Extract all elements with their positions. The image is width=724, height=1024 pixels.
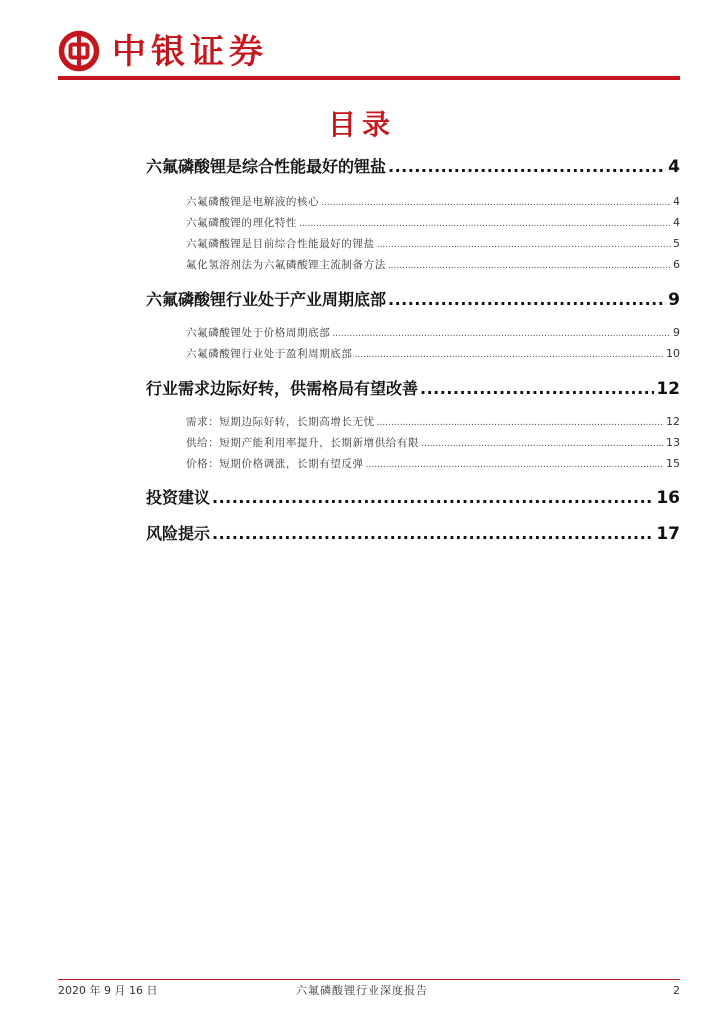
footer-divider (58, 979, 680, 980)
toc-subentry[interactable] (186, 236, 680, 252)
toc-entry-page: 15 (666, 457, 680, 470)
toc-entry-page: 12 (656, 379, 680, 399)
toc-subentry[interactable] (186, 414, 680, 430)
toc-dot-leader (321, 195, 671, 211)
brand-name: 中银证券 (112, 32, 268, 72)
toc-entry-page: 9 (673, 326, 680, 339)
toc-entry-page: 4 (673, 216, 680, 229)
toc-entry-label: 风险提示 (146, 524, 211, 543)
footer-date: 2020 年 9 月 16 日 (58, 984, 158, 997)
footer-page-number: 2 (673, 984, 680, 997)
toc-entry-label: 投资建议 (146, 488, 211, 507)
toc-entry-page: 6 (673, 258, 680, 271)
toc-entry-label: 六氟磷酸锂行业处于盈利周期底部 (186, 348, 353, 360)
toc-dot-leader (355, 347, 665, 363)
toc-dot-leader (299, 216, 671, 232)
toc-entry-label: 六氟磷酸锂是电解液的核心 (186, 196, 320, 208)
toc-entry-label: 价格：短期价格调涨，长期有望反弹 (186, 458, 364, 470)
toc-subentry[interactable] (186, 325, 680, 341)
toc-entry-page: 17 (656, 524, 680, 544)
toc-entry-label: 行业需求边际好转，供需格局有望改善 (146, 379, 419, 398)
toc-entry[interactable] (146, 289, 680, 311)
toc-subentry[interactable] (186, 194, 680, 210)
toc-entry-page: 4 (673, 195, 680, 208)
toc-dot-leader (212, 487, 654, 509)
toc-entry-page: 5 (673, 237, 680, 250)
toc-dot-leader (332, 326, 671, 342)
toc-entry[interactable] (146, 378, 680, 400)
toc-entry-label: 六氟磷酸锂的理化特性 (186, 217, 297, 229)
toc-title: 目录 (327, 108, 396, 141)
toc-entry-page: 16 (656, 488, 680, 508)
toc-entry-label: 六氟磷酸锂行业处于产业周期底部 (146, 290, 387, 309)
toc-entry-page: 9 (668, 290, 680, 310)
toc-entry-page: 4 (668, 157, 680, 177)
toc-dot-leader (366, 457, 664, 473)
toc-entry-label: 供给：短期产能利用率提升，长期新增供给有限 (186, 437, 420, 449)
toc-entry-page: 13 (666, 436, 680, 449)
toc-subentry[interactable] (186, 346, 680, 362)
toc-subentry[interactable] (186, 456, 680, 472)
bank-of-china-logo-icon (58, 30, 100, 72)
toc-dot-leader (377, 237, 671, 253)
toc-subentry[interactable] (186, 435, 680, 451)
toc-dot-leader (388, 258, 671, 274)
toc-entry-label: 氟化氢溶剂法为六氟磷酸锂主流制备方法 (186, 259, 386, 271)
toc-entry-label: 六氟磷酸锂是综合性能最好的锂盐 (146, 157, 387, 176)
toc-entry[interactable] (146, 523, 680, 545)
toc-dot-leader (388, 289, 666, 311)
toc-entry-label: 需求：短期边际好转，长期高增长无忧 (186, 416, 375, 428)
toc-dot-leader (377, 415, 664, 431)
toc-entry-label: 六氟磷酸锂处于价格周期底部 (186, 327, 331, 339)
toc-entry-page: 10 (666, 347, 680, 360)
page-header (58, 28, 680, 78)
toc-dot-leader (212, 523, 654, 545)
header-divider (58, 76, 680, 80)
footer-report-title: 六氟磷酸锂行业深度报告 (296, 984, 428, 997)
toc-subentry[interactable] (186, 257, 680, 273)
toc-dot-leader (388, 156, 666, 178)
toc-entry[interactable] (146, 156, 680, 178)
toc-dot-leader (420, 378, 654, 400)
toc-entry[interactable] (146, 487, 680, 509)
toc-entry-label: 六氟磷酸锂是目前综合性能最好的锂盐 (186, 238, 375, 250)
toc-subentry[interactable] (186, 215, 680, 231)
toc-dot-leader (421, 436, 664, 452)
toc-entry-page: 12 (666, 415, 680, 428)
